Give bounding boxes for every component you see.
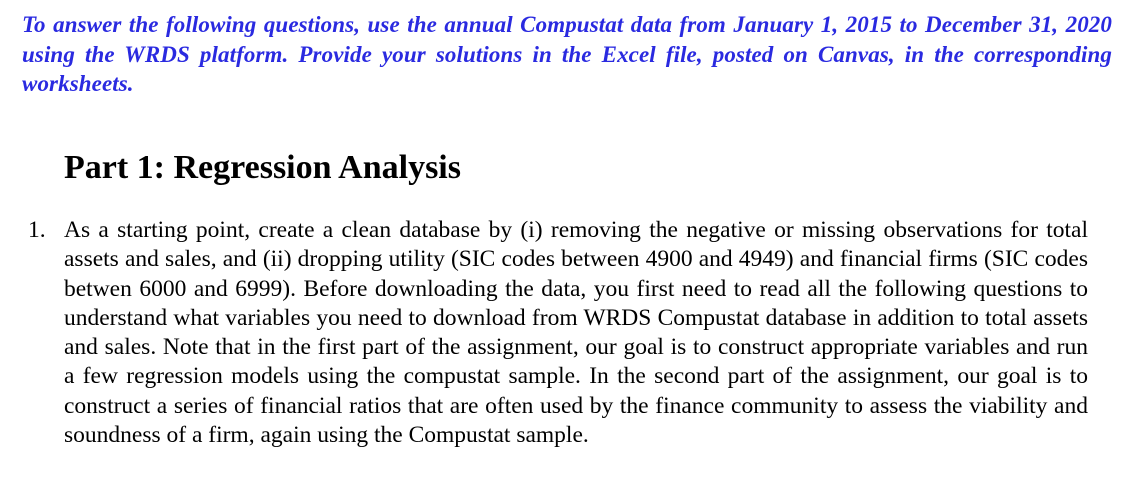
question-text: As a starting point, create a clean database by (i) removing the negative or missing observations for total assets and sales, and (ii) dropping utility (SIC codes between 4900 and 4949) and financial firms (SIC codes betwen 6000 and 6999). Before downloading the data, you first need to read all the following questions to understand what variables you need to download from WRDS Compustat database in addition to total assets and sales. Note that in the first part of the assignment, our goal is to construct appropriate variables and run a few regression models using the compustat sample. In the second part of the assignment, our goal is to construct a series of financial ratios that are often used by the finance community to assess the viability and soundness of a firm, again using the Compustat sample.: [64, 217, 1088, 449]
question-number: 1.: [28, 217, 46, 243]
instructions-paragraph: To answer the following questions, use the annual Compustat data from January 1, 2015 to December 31, 2020 using the WRDS platform. Provide your solutions in the Excel file, posted on Canvas, in the corresponding worksheets.: [22, 12, 1112, 96]
section-heading: Part 1: Regression Analysis: [64, 149, 461, 186]
question-item: [28, 216, 1088, 450]
